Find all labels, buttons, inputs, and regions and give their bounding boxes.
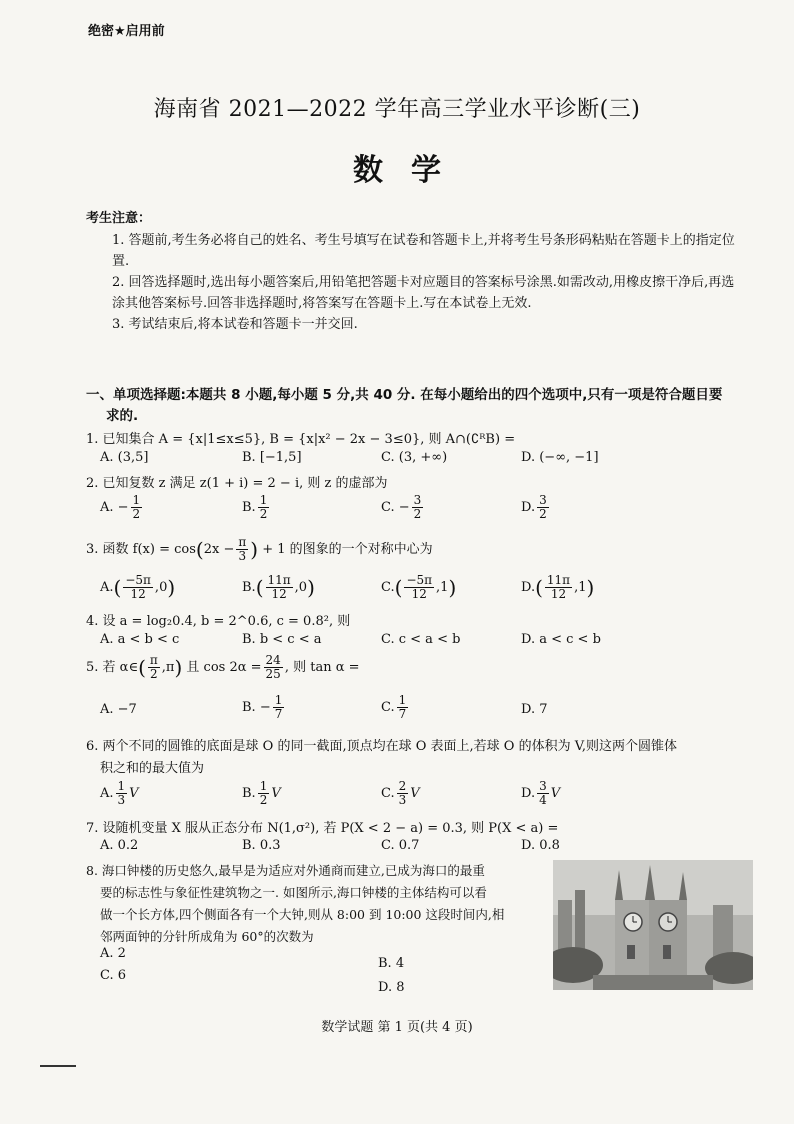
q2-d-den: 2: [539, 507, 547, 521]
q7-option-d: D. 0.8: [521, 838, 560, 853]
q6-d-label: D.: [521, 786, 536, 801]
q3-c-y: 1: [440, 580, 449, 595]
notes-heading: 考生注意：: [86, 211, 152, 226]
q3-c-num: −5π: [406, 573, 433, 587]
q8-line2: 要的标志性与象征性建筑物之一. 如图所示,海口钟楼的主体结构可以看: [100, 885, 487, 900]
q2-option-c: [381, 494, 425, 521]
q5-option-c: [381, 694, 410, 721]
q3-b-y: 0: [298, 580, 308, 595]
q3-option-c: C.( $\frac{-5\pi}{12}$ ,1): [381, 573, 457, 601]
question-7-stem: 7. 设随机变量 X 服从正态分布 N(1,σ²), 若 P(X < 2 − a) = 0.3, 则 P(X < a) =: [86, 821, 559, 836]
q3-stem-post: + 1 的图象的一个对称中心为: [262, 542, 433, 557]
q2-d-fraction: [537, 494, 549, 521]
q5-option-d: D. 7: [521, 702, 548, 717]
q6-d-num: 3: [539, 779, 547, 793]
q3-three: 3: [238, 549, 247, 563]
q6-a-label: A.: [100, 786, 114, 801]
q8-line4: 邻两面钟的分针所成角为 60°的次数为: [100, 929, 314, 944]
q5-stem-post: , 则 tan α =: [284, 660, 360, 675]
q3-d-fraction: [545, 574, 572, 601]
q2-b-label: B.: [242, 500, 256, 515]
section-heading-line1: 一、单项选择题:本题共 8 小题,每小题 5 分,共 40 分. 在每小题给出的四个选项中,只有一项是符合题目要: [86, 387, 723, 403]
q6-option-d: [521, 780, 560, 807]
q6-option-b: [242, 780, 281, 807]
q8-line3: 做一个长方体,四个侧面各有一个大钟,则从 8:00 到 10:00 这段时间内,相: [100, 907, 505, 922]
q5-c-num: 1: [398, 693, 407, 707]
q5-b-fraction: [273, 694, 285, 721]
q6-b-num: 1: [259, 779, 268, 793]
q5-c-label: C.: [381, 700, 395, 715]
q3-b-label: B.: [242, 580, 256, 595]
q3-b-fraction: [266, 574, 293, 601]
confidential-mark: 绝密★启用前: [88, 24, 165, 39]
question-2-stem: 2. 已知复数 z 满足 z(1 + i) = 2 − i, 则 z 的虚部为: [86, 476, 388, 491]
q6-line2: 积之和的最大值为: [100, 761, 205, 776]
q8-option-d: D. 8: [378, 980, 405, 995]
q2-d-num: 3: [539, 493, 547, 507]
q5-b-den: 7: [274, 707, 283, 721]
q6-c-num: 2: [398, 779, 407, 793]
q1-option-d: D. (−∞, −1]: [521, 450, 599, 465]
q4-option-a: A. a < b < c: [100, 632, 180, 647]
q8-option-b: B. 4: [378, 956, 405, 971]
q8-option-c: C. 6: [100, 968, 127, 983]
q2-c-den: 2: [413, 507, 422, 521]
q2-option-a: [100, 494, 144, 521]
q2-a-num: 1: [132, 493, 141, 507]
q3-d-den: 12: [550, 587, 567, 601]
q6-d-v: V: [550, 786, 561, 801]
q5-b-num: 1: [274, 693, 283, 707]
q1-option-c: C. (3, +∞): [381, 450, 448, 465]
subject-title: 数学: [353, 153, 469, 188]
q5-b-label: B. −: [242, 700, 271, 715]
q4-option-b: B. b < c < a: [242, 632, 322, 647]
q3-pi: π: [238, 535, 247, 549]
q5-c-den: 7: [398, 707, 407, 721]
section-heading: [86, 385, 736, 427]
q6-b-fraction: [258, 780, 270, 807]
q2-a-label: A. −: [100, 500, 129, 515]
q2-b-fraction: [258, 494, 270, 521]
note-item-2: 2. 回答选择题时,选出每小题答案后,用铅笔把答题卡对应题目的答案标号涂黑.如需改动,用橡皮擦干净后,再选涂其他答案标号.回答非选择题时,将答案写在答题卡上.写在本试卷上无效.: [112, 275, 735, 311]
q5-option-b: [242, 694, 286, 721]
q2-b-num: 1: [259, 493, 268, 507]
q6-a-num: 1: [117, 779, 126, 793]
q3-c-label: C.: [381, 580, 395, 595]
q3-a-fraction: [123, 574, 153, 601]
q6-b-label: B.: [242, 786, 256, 801]
q8-line1: 8. 海口钟楼的历史悠久,最早是为适应对外通商而建立,已成为海口的最重: [86, 863, 485, 878]
q2-a-den: 2: [132, 507, 141, 521]
q3-a-y: 0: [159, 580, 168, 595]
q5-pi: π: [149, 653, 158, 667]
q2-c-fraction: [412, 494, 424, 521]
q5-c-fraction: [397, 694, 409, 721]
q5-stem-mid: 且 cos 2α =: [186, 660, 262, 675]
q2-c-label: C. −: [381, 500, 410, 515]
question-8-stem: [86, 860, 546, 948]
q5-den25: 25: [265, 667, 281, 681]
q6-a-v: V: [129, 786, 139, 801]
q7-option-a: A. 0.2: [100, 838, 139, 853]
note-item-1: 1. 答题前,考生务必将自己的姓名、考生号填写在试卷和答题卡上,并将考生号条形码粘贴在答题卡上的指定位置.: [112, 233, 735, 269]
q3-option-d: D.( $\frac{11\pi}{12}$ ,1): [521, 573, 595, 601]
q6-option-c: [381, 780, 420, 807]
exam-title: 海南省 2021—2022 学年高三学业水平诊断(三): [153, 97, 641, 122]
q5-option-a: A. −7: [100, 702, 137, 717]
q8-option-a: A. 2: [100, 946, 126, 961]
q6-c-den: 3: [398, 793, 407, 807]
q6-d-den: 4: [539, 793, 547, 807]
q3-d-label: D.: [521, 580, 536, 595]
q1-option-b: B. [−1,5]: [242, 450, 302, 465]
q3-stem-inner: 2x −: [203, 542, 235, 557]
q3-c-fraction: [404, 574, 434, 601]
q5-stem-pre: 5. 若 α∈: [86, 660, 139, 675]
q3-option-a: A.( $\frac{-5\pi}{12}$ ,0): [100, 573, 176, 601]
q6-c-label: C.: [381, 786, 395, 801]
q4-option-d: D. a < c < b: [521, 632, 601, 647]
q7-option-c: C. 0.7: [381, 838, 420, 853]
question-1-stem: 1. 已知集合 A = {x|1≤x≤5}, B = {x|x² − 2x − 3≤0}, 则 A∩(∁ᴿB) =: [86, 432, 516, 447]
q3-c-den: 12: [411, 587, 427, 601]
q3-a-den: 12: [130, 587, 146, 601]
q6-option-a: [100, 780, 139, 807]
question-3-stem: 3. 函数 f(x) = cos(2x − $\frac{\pi}{3}$ ) + 1 的图象的一个对称中心为: [86, 535, 433, 563]
q2-option-b: [242, 494, 271, 521]
q3-a-num: −5π: [125, 573, 151, 587]
q2-a-fraction: [131, 494, 143, 521]
q3-a-label: A.: [100, 580, 114, 595]
q7-option-b: B. 0.3: [242, 838, 281, 853]
clock-tower-photo: [553, 860, 753, 990]
q5-num24: 24: [265, 653, 281, 667]
q2-c-num: 3: [413, 493, 422, 507]
q6-c-fraction: [397, 780, 409, 807]
q3-option-b: B.( $\frac{11\pi}{12}$ ,0): [242, 573, 315, 601]
scan-mark: [40, 1065, 76, 1067]
q4-option-c: C. c < a < b: [381, 632, 461, 647]
q1-option-a: A. (3,5]: [100, 450, 149, 465]
question-4-stem: 4. 设 a = log₂0.4, b = 2^0.6, c = 0.8², 则: [86, 614, 351, 629]
q3-d-num: 11π: [546, 573, 571, 587]
clock-tower-illustration: [553, 860, 753, 990]
question-5-stem: 5. 若 α∈( $\frac{\pi}{2}$ ,π) 且 cos 2α = $\frac{24}{25}$ , 则 tan α =: [86, 653, 360, 681]
q3-stem-pre: 3. 函数 f(x) = cos: [86, 542, 196, 557]
section-heading-line2: 求的.: [106, 408, 139, 424]
q2-option-d: [521, 494, 551, 521]
q2-b-den: 2: [259, 507, 268, 521]
q6-c-v: V: [410, 786, 420, 801]
page-footer: 数学试题 第 1 页(共 4 页): [321, 1020, 473, 1035]
q5-pi2: ,π: [161, 660, 175, 675]
q3-b-den: 12: [271, 587, 287, 601]
q6-d-fraction: [537, 780, 549, 807]
q5-pi-half: [148, 654, 160, 681]
q6-a-fraction: [116, 780, 128, 807]
q6-b-den: 2: [259, 793, 268, 807]
q2-d-label: D.: [521, 500, 536, 515]
q3-pi-third: [236, 536, 248, 563]
q3-b-num: 11π: [267, 573, 291, 587]
q6-line1: 6. 两个不同的圆锥的底面是球 O 的同一截面,顶点均在球 O 表面上,若球 O 的体积为 V,则这两个圆锥体: [86, 739, 677, 754]
q5-cos-fraction: [264, 654, 283, 681]
question-6-stem: [86, 736, 736, 780]
q6-a-den: 3: [117, 793, 126, 807]
q5-two: 2: [150, 667, 158, 681]
q6-b-v: V: [271, 786, 281, 801]
note-item-3: 3. 考试结束后,将本试卷和答题卡一并交回.: [112, 317, 358, 332]
q3-d-y: 1: [578, 580, 587, 595]
